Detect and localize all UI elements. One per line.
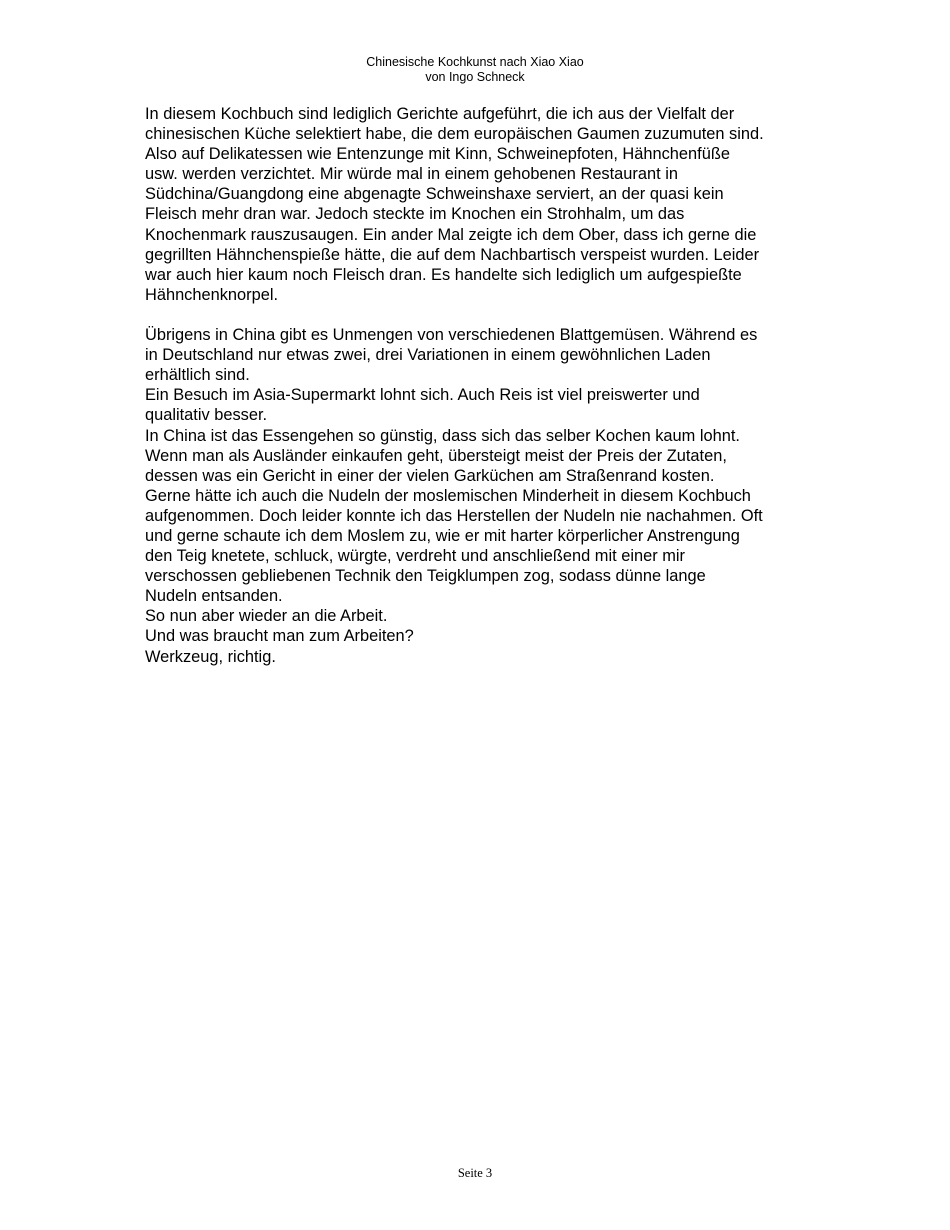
text-line: Südchina/Guangdong eine abgenagte Schweinshaxe serviert, an der quasi kein (145, 185, 724, 204)
text-line: Und was braucht man zum Arbeiten? (145, 627, 414, 646)
text-line: Also auf Delikatessen wie Entenzunge mit Kinn, Schweinepfoten, Hähnchenfüße (145, 145, 730, 164)
page-header (0, 55, 950, 85)
page-number: Seite 3 (457, 1166, 493, 1180)
text-line: Übrigens in China gibt es Unmengen von verschiedenen Blattgemüsen. Während es (145, 326, 758, 345)
text-line: und gerne schaute ich dem Moslem zu, wie er mit harter körperlicher Anstrengung (145, 526, 740, 545)
text-line: war auch hier kaum noch Fleisch dran. Es handelte sich lediglich um aufgespießte (145, 265, 742, 284)
text-line: in Deutschland nur etwas zwei, drei Variationen in einem gewöhnlichen Laden (145, 346, 711, 365)
text-line: chinesischen Küche selektiert habe, die dem europäischen Gaumen zuzumuten sind. (145, 125, 764, 144)
text-line: verschossen gebliebenen Technik den Teigklumpen zog, sodass dünne lange (145, 567, 706, 586)
body-text (145, 104, 815, 667)
text-line: Knochenmark rauszusaugen. Ein ander Mal zeigte ich dem Ober, dass ich gerne die (145, 225, 757, 244)
text-line: usw. werden verzichtet. Mir würde mal in einem gehobenen Restaurant in (145, 165, 678, 184)
text-line: Ein Besuch im Asia-Supermarkt lohnt sich. Auch Reis ist viel preiswerter und (145, 386, 700, 405)
text-line: Werkzeug, richtig. (145, 647, 276, 666)
text-line: Fleisch mehr dran war. Jedoch steckte im Knochen ein Strohhalm, um das (145, 205, 685, 224)
text-line: In China ist das Essengehen so günstig, dass sich das selber Kochen kaum lohnt. (145, 426, 740, 445)
text-line: So nun aber wieder an die Arbeit. (145, 607, 388, 626)
text-line: erhältlich sind. (145, 366, 250, 385)
text-line: Hähnchenknorpel. (145, 285, 279, 304)
book-title: Chinesische Kochkunst nach Xiao Xiao (366, 55, 584, 69)
text-line: dessen was ein Gericht in einer der vielen Garküchen am Straßenrand kosten. (145, 466, 715, 485)
text-line: qualitativ besser. (145, 406, 268, 425)
text-line: In diesem Kochbuch sind lediglich Gerichte aufgeführt, die ich aus der Vielfalt der (145, 105, 735, 123)
text-line: Gerne hätte ich auch die Nudeln der moslemischen Minderheit in diesem Kochbuch (145, 486, 751, 505)
text-line: Wenn man als Ausländer einkaufen geht, übersteigt meist der Preis der Zutaten, (145, 446, 727, 465)
paragraph-break (145, 305, 815, 325)
text-line: Nudeln entsanden. (145, 587, 283, 606)
page-footer (0, 1166, 950, 1181)
book-author: von Ingo Schneck (425, 70, 525, 84)
text-line: den Teig knetete, schluck, würgte, verdreht und anschließend mit einer mir (145, 547, 685, 566)
text-line: aufgenommen. Doch leider konnte ich das Herstellen der Nudeln nie nachahmen. Oft (145, 506, 763, 525)
text-line: gegrillten Hähnchenspieße hätte, die auf dem Nachbartisch verspeist wurden. Leider (145, 245, 760, 264)
